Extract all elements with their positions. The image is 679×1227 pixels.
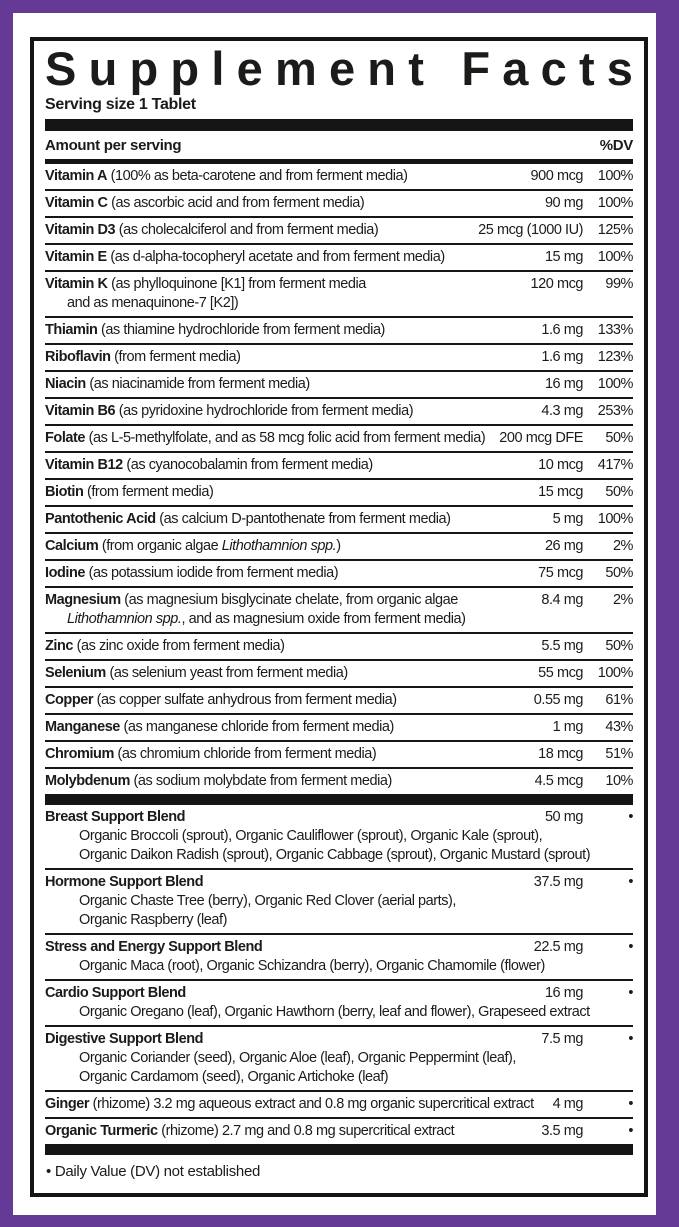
row-name: Stress and Energy Support Blend <box>45 938 263 955</box>
nutrient-row <box>45 424 633 451</box>
amount-value: 5.5 mg <box>541 637 583 654</box>
amount-value: 55 mcg <box>538 664 583 681</box>
amount-value: 120 mcg <box>530 275 583 292</box>
title-letter: n <box>367 42 396 95</box>
ingredient-line <box>45 892 633 911</box>
amount-value: 200 mcg DFE <box>499 429 583 446</box>
row-detail: (rhizome) 2.7 mg and 0.8 mg supercritical extract <box>157 1122 455 1139</box>
row-detail: (as d-alpha-tocopheryl acetate and from ferment media) <box>106 248 445 265</box>
row-detail: (from ferment media) <box>110 348 241 365</box>
amount-value: 1 mg <box>552 718 583 735</box>
section-divider-bar <box>45 794 633 805</box>
nutrient-row <box>45 659 633 686</box>
dv-value: 10% <box>605 772 633 789</box>
row-label <box>45 873 526 892</box>
blend-row <box>45 1117 633 1144</box>
blend-row <box>45 1090 633 1117</box>
dv-value: 100% <box>597 375 633 392</box>
row-label <box>45 456 530 475</box>
amount-value: 0.55 mg <box>533 691 583 708</box>
nutrient-row <box>45 343 633 370</box>
row-name: Thiamin <box>45 321 98 338</box>
dv-value: • <box>628 1030 633 1047</box>
dv-value: • <box>628 938 633 955</box>
dv-value: 50% <box>605 483 633 500</box>
row-detail: (as cholecalciferol and from ferment media) <box>115 221 379 238</box>
amount-value: 4.5 mcg <box>534 772 583 789</box>
ingredient-line <box>45 827 633 846</box>
row-detail: (as cyanocobalamin from ferment media) <box>122 456 373 473</box>
blend-row <box>45 805 633 868</box>
row-label <box>45 275 523 294</box>
sub-text: , and as magnesium oxide from ferment media) <box>181 610 466 627</box>
row-name: Ginger <box>45 1095 90 1112</box>
dv-value: • <box>628 984 633 1001</box>
row-name: Selenium <box>45 664 106 681</box>
title-letter: u <box>88 42 118 95</box>
ingredient-line <box>45 1068 633 1087</box>
row-name: Cardio Support Blend <box>45 984 186 1001</box>
footnote-divider-bar <box>45 1144 633 1155</box>
ingredient-line <box>45 846 633 865</box>
row-label <box>45 984 537 1003</box>
row-detail: (as sodium molybdate from ferment media) <box>129 772 392 789</box>
dv-value: 100% <box>597 664 633 681</box>
row-label <box>45 691 526 710</box>
amount-value: 900 mcg <box>530 167 583 184</box>
row-label <box>45 483 530 502</box>
row-name: Calcium <box>45 537 99 554</box>
blend-row <box>45 868 633 933</box>
sub-text: Organic Cardamom (seed), Organic Artichoke (leaf) <box>79 1068 389 1085</box>
amount-value: 18 mcg <box>538 745 583 762</box>
row-label <box>45 348 533 367</box>
row-label <box>45 745 530 764</box>
title-letter: a <box>502 42 529 95</box>
row-name: Molybdenum <box>45 772 130 789</box>
row-name: Iodine <box>45 564 85 581</box>
row-label <box>45 375 537 394</box>
row-detail: ) <box>336 537 341 554</box>
dv-value: • <box>628 1122 633 1139</box>
title-letter: m <box>274 42 317 95</box>
dv-value: 417% <box>597 456 633 473</box>
species-italic-text: Lithothamnion spp. <box>221 537 337 554</box>
divider-bar-thick <box>45 119 633 131</box>
dv-value: 123% <box>597 348 633 365</box>
blend-row <box>45 933 633 979</box>
continuation-line <box>45 294 633 313</box>
amount-value: 4 mg <box>552 1095 583 1112</box>
nutrient-row <box>45 370 633 397</box>
ingredient-line <box>45 1003 633 1022</box>
row-name: Zinc <box>45 637 74 654</box>
row-label <box>45 938 526 957</box>
nutrients-section <box>45 164 633 794</box>
amount-value: 22.5 mg <box>533 938 583 955</box>
title-letter: e <box>236 42 263 95</box>
row-name: Biotin <box>45 483 84 500</box>
row-name: Manganese <box>45 718 120 735</box>
row-detail: (as zinc oxide from ferment media) <box>73 637 285 654</box>
sub-text: Organic Coriander (seed), Organic Aloe (leaf), Organic Peppermint (leaf), <box>79 1049 516 1066</box>
row-label <box>45 772 527 791</box>
title-letter: p <box>170 42 200 95</box>
row-name: Pantothenic Acid <box>45 510 156 527</box>
dv-value: 2% <box>612 537 633 554</box>
dv-value: 125% <box>597 221 633 238</box>
nutrient-row <box>45 216 633 243</box>
row-name: Vitamin A <box>45 167 108 184</box>
nutrient-row <box>45 686 633 713</box>
row-name: Vitamin K <box>45 275 108 292</box>
row-label <box>45 167 523 186</box>
row-detail: (as pyridoxine hydrochloride from ferment media) <box>115 402 414 419</box>
sub-text: Organic Maca (root), Organic Schizandra (berry), Organic Chamomile (flower) <box>79 957 545 974</box>
row-detail: (as copper sulfate anhydrous from ferment media) <box>93 691 397 708</box>
row-name: Vitamin E <box>45 248 107 265</box>
row-detail: (as niacinamide from ferment media) <box>85 375 310 392</box>
nutrient-row <box>45 740 633 767</box>
nutrient-row <box>45 505 633 532</box>
row-detail: (as manganese chloride from ferment media) <box>119 718 394 735</box>
nutrient-row <box>45 713 633 740</box>
title-letter: e <box>328 42 356 95</box>
sub-text: Organic Chaste Tree (berry), Organic Red Clover (aerial parts), <box>79 892 456 909</box>
row-label <box>45 1030 533 1049</box>
row-name: Niacin <box>45 375 86 392</box>
title-letter: l <box>211 42 225 95</box>
amount-value: 1.6 mg <box>541 321 583 338</box>
blend-row <box>45 979 633 1025</box>
nutrient-row <box>45 316 633 343</box>
row-detail: (as potassium iodide from ferment media) <box>85 564 339 581</box>
row-label <box>45 537 537 556</box>
row-name: Organic Turmeric <box>45 1122 158 1139</box>
ingredient-line <box>45 957 633 976</box>
blend-row <box>45 1025 633 1090</box>
title-letter: c <box>540 42 567 95</box>
amount-value: 5 mg <box>552 510 583 527</box>
row-name: Breast Support Blend <box>45 808 186 825</box>
amount-per-serving-header: Amount per serving <box>45 136 182 154</box>
row-detail: (rhizome) 3.2 mg aqueous extract and 0.8 mg organic supercritical extract <box>89 1095 534 1112</box>
row-label <box>45 591 533 610</box>
nutrient-row <box>45 243 633 270</box>
row-name: Vitamin B12 <box>45 456 123 473</box>
nutrient-row <box>45 767 633 794</box>
dv-value: • <box>628 1095 633 1112</box>
dv-value: 50% <box>605 637 633 654</box>
species-italic-text: Lithothamnion spp. <box>67 610 182 627</box>
amount-value: 15 mcg <box>538 483 583 500</box>
percent-dv-header: %DV <box>599 136 633 154</box>
row-label <box>45 664 530 683</box>
dv-value: 51% <box>605 745 633 762</box>
title-letter: t <box>578 42 595 95</box>
nutrient-row <box>45 189 633 216</box>
nutrient-row <box>45 451 633 478</box>
row-label <box>45 1095 545 1114</box>
row-label <box>45 429 491 448</box>
row-name: Hormone Support Blend <box>45 873 204 890</box>
nutrient-row <box>45 164 633 189</box>
nutrient-row <box>45 632 633 659</box>
row-detail: (from ferment media) <box>83 483 214 500</box>
supplement-facts-panel <box>30 37 648 1197</box>
row-label <box>45 221 470 240</box>
row-label <box>45 402 533 421</box>
dv-value: 100% <box>597 167 633 184</box>
amount-value: 4.3 mg <box>541 402 583 419</box>
nutrient-row <box>45 478 633 505</box>
sub-text: Organic Daikon Radish (sprout), Organic Cabbage (sprout), Organic Mustard (sprout) <box>79 846 591 863</box>
row-name: Magnesium <box>45 591 121 608</box>
amount-value: 90 mg <box>544 194 583 211</box>
title-letter <box>436 44 449 95</box>
dv-value: 50% <box>605 564 633 581</box>
row-detail: (as calcium D-pantothenate from ferment media) <box>155 510 451 527</box>
title-letter: t <box>408 42 424 95</box>
row-detail: (as selenium yeast from ferment media) <box>105 664 348 681</box>
row-detail: (as magnesium bisglycinate chelate, from organic algae <box>120 591 458 608</box>
continuation-line <box>45 610 633 629</box>
amount-value: 75 mcg <box>538 564 583 581</box>
sub-text: Organic Raspberry (leaf) <box>79 911 227 928</box>
row-name: Vitamin D3 <box>45 221 116 238</box>
nutrient-row <box>45 397 633 424</box>
row-detail: (as phylloquinone [K1] from ferment media <box>107 275 366 292</box>
dv-value: • <box>628 808 633 825</box>
title-letter: S <box>45 42 77 95</box>
title-letter: F <box>461 42 491 95</box>
dv-value: 133% <box>597 321 633 338</box>
row-detail: (as L-5-methylfolate, and as 58 mcg folic acid from ferment media) <box>85 429 486 446</box>
row-label <box>45 1122 533 1141</box>
title-letter: s <box>606 42 633 95</box>
ingredient-line <box>45 1049 633 1068</box>
blends-section <box>45 805 633 1144</box>
nutrient-row <box>45 559 633 586</box>
dv-value: 61% <box>605 691 633 708</box>
row-name: Chromium <box>45 745 114 762</box>
sub-text: and as menaquinone-7 [K2]) <box>67 294 239 311</box>
amount-value: 37.5 mg <box>533 873 583 890</box>
row-label <box>45 510 545 529</box>
sub-text: Organic Oregano (leaf), Organic Hawthorn (berry, leaf and flower), Grapeseed extract <box>79 1003 590 1020</box>
row-detail: (as thiamine hydrochloride from ferment media) <box>97 321 385 338</box>
page-title <box>45 44 633 95</box>
row-name: Digestive Support Blend <box>45 1030 204 1047</box>
dv-value: 100% <box>597 194 633 211</box>
amount-value: 16 mg <box>544 984 583 1001</box>
row-detail: (from organic algae <box>98 537 222 554</box>
ingredient-line <box>45 911 633 930</box>
nutrient-row <box>45 270 633 316</box>
row-detail: (as ascorbic acid and from ferment media) <box>107 194 365 211</box>
row-label <box>45 321 533 340</box>
dv-value: 50% <box>605 429 633 446</box>
amount-value: 26 mg <box>544 537 583 554</box>
dv-value: • <box>628 873 633 890</box>
row-label <box>45 248 537 267</box>
amount-value: 16 mg <box>544 375 583 392</box>
dv-value: 43% <box>605 718 633 735</box>
amount-value: 3.5 mg <box>541 1122 583 1139</box>
dv-value: 99% <box>605 275 633 292</box>
nutrient-row <box>45 586 633 632</box>
row-name: Copper <box>45 691 94 708</box>
amount-value: 50 mg <box>544 808 583 825</box>
row-label <box>45 718 545 737</box>
amount-value: 8.4 mg <box>541 591 583 608</box>
column-header-row <box>45 131 633 159</box>
row-label <box>45 564 530 583</box>
amount-value: 1.6 mg <box>541 348 583 365</box>
row-name: Vitamin B6 <box>45 402 116 419</box>
dv-value: 100% <box>597 510 633 527</box>
daily-value-footnote: • Daily Value (DV) not established <box>46 1162 261 1180</box>
row-name: Riboflavin <box>45 348 111 365</box>
amount-value: 25 mcg (1000 IU) <box>478 221 583 238</box>
nutrient-row <box>45 532 633 559</box>
sub-text: Organic Broccoli (sprout), Organic Cauliflower (sprout), Organic Kale (sprout), <box>79 827 543 844</box>
serving-size-text: Serving size 1 Tablet <box>45 95 196 113</box>
row-detail: (100% as beta-carotene and from ferment media) <box>107 167 408 184</box>
dv-value: 2% <box>612 591 633 608</box>
row-name: Vitamin C <box>45 194 108 211</box>
amount-value: 10 mcg <box>538 456 583 473</box>
row-label <box>45 637 533 656</box>
dv-value: 100% <box>597 248 633 265</box>
row-detail: (as chromium chloride from ferment media) <box>113 745 377 762</box>
amount-value: 7.5 mg <box>541 1030 583 1047</box>
row-label <box>45 808 537 827</box>
row-name: Folate <box>45 429 85 446</box>
amount-value: 15 mg <box>544 248 583 265</box>
row-label <box>45 194 537 213</box>
title-letter: p <box>129 42 159 95</box>
dv-value: 253% <box>597 402 633 419</box>
